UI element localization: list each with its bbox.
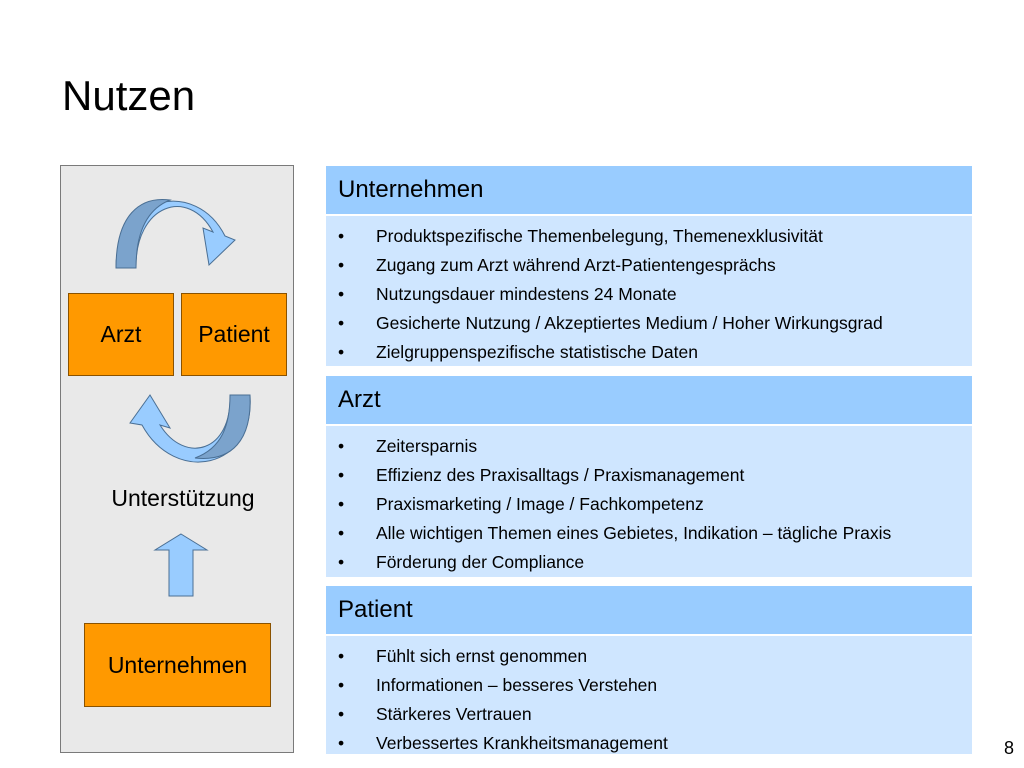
section-arzt: [326, 376, 972, 577]
box-unternehmen-label: Unternehmen: [107, 651, 248, 678]
bullet-item: • Fühlt sich ernst genommen: [326, 642, 972, 671]
box-unternehmen: [84, 623, 271, 707]
bullet-icon: •: [338, 284, 345, 304]
bullet-icon: •: [338, 494, 345, 514]
curved-arrow-bottom-icon: [130, 395, 250, 462]
section-header: Unternehmen: [326, 166, 972, 214]
bullet-item: • Zeitersparnis: [326, 432, 972, 461]
section-body: [326, 216, 972, 366]
bullet-item: • Nutzungsdauer mindestens 24 Monate: [326, 280, 972, 309]
bullet-item: • Alle wichtigen Themen eines Gebietes, Indikation – tägliche Praxis: [326, 519, 972, 548]
bullet-icon: •: [338, 646, 345, 666]
bullet-item: • Verbessertes Krankheitsmanagement: [326, 729, 972, 758]
bullet-item: • Stärkeres Vertrauen: [326, 700, 972, 729]
bullet-icon: •: [338, 675, 345, 695]
section-body: [326, 426, 972, 577]
box-arzt-label: Arzt: [100, 321, 142, 347]
bullet-icon: •: [338, 733, 345, 753]
support-label: Unterstützung: [111, 485, 255, 511]
page-number: 8: [1003, 738, 1014, 758]
section-unternehmen: [326, 166, 972, 366]
bullet-icon: •: [338, 704, 345, 724]
box-patient: [181, 293, 287, 376]
bullet-item: • Gesicherte Nutzung / Akzeptiertes Medium / Hoher Wirkungsgrad: [326, 309, 972, 338]
bullet-icon: •: [338, 436, 345, 456]
box-arzt: [68, 293, 174, 376]
bullet-item: • Effizienz des Praxisalltags / Praxismanagement: [326, 461, 972, 490]
bullet-icon: •: [338, 342, 345, 362]
curved-arrow-top-icon: [116, 199, 235, 268]
section-header: Patient: [326, 586, 972, 634]
bullet-icon: •: [338, 313, 345, 333]
bullet-item: • Informationen – besseres Verstehen: [326, 671, 972, 700]
bullet-item: • Praxismarketing / Image / Fachkompetenz: [326, 490, 972, 519]
bullet-icon: •: [338, 523, 345, 543]
slide-title: Nutzen: [62, 72, 196, 119]
section-header: Arzt: [326, 376, 972, 424]
bullet-icon: •: [338, 552, 345, 572]
bullet-item: • Förderung der Compliance: [326, 548, 972, 577]
bullet-icon: •: [338, 226, 345, 246]
bullet-item: • Zugang zum Arzt während Arzt-Patientengesprächs: [326, 251, 972, 280]
bullet-icon: •: [338, 465, 345, 485]
bullet-icon: •: [338, 255, 345, 275]
section-patient: [326, 586, 972, 754]
bullet-item: • Zielgruppenspezifische statistische Daten: [326, 338, 972, 367]
section-body: [326, 636, 972, 754]
up-arrow-icon: [155, 534, 207, 596]
bullet-item: • Produktspezifische Themenbelegung, Themenexklusivität: [326, 222, 972, 251]
box-patient-label: Patient: [198, 321, 270, 347]
